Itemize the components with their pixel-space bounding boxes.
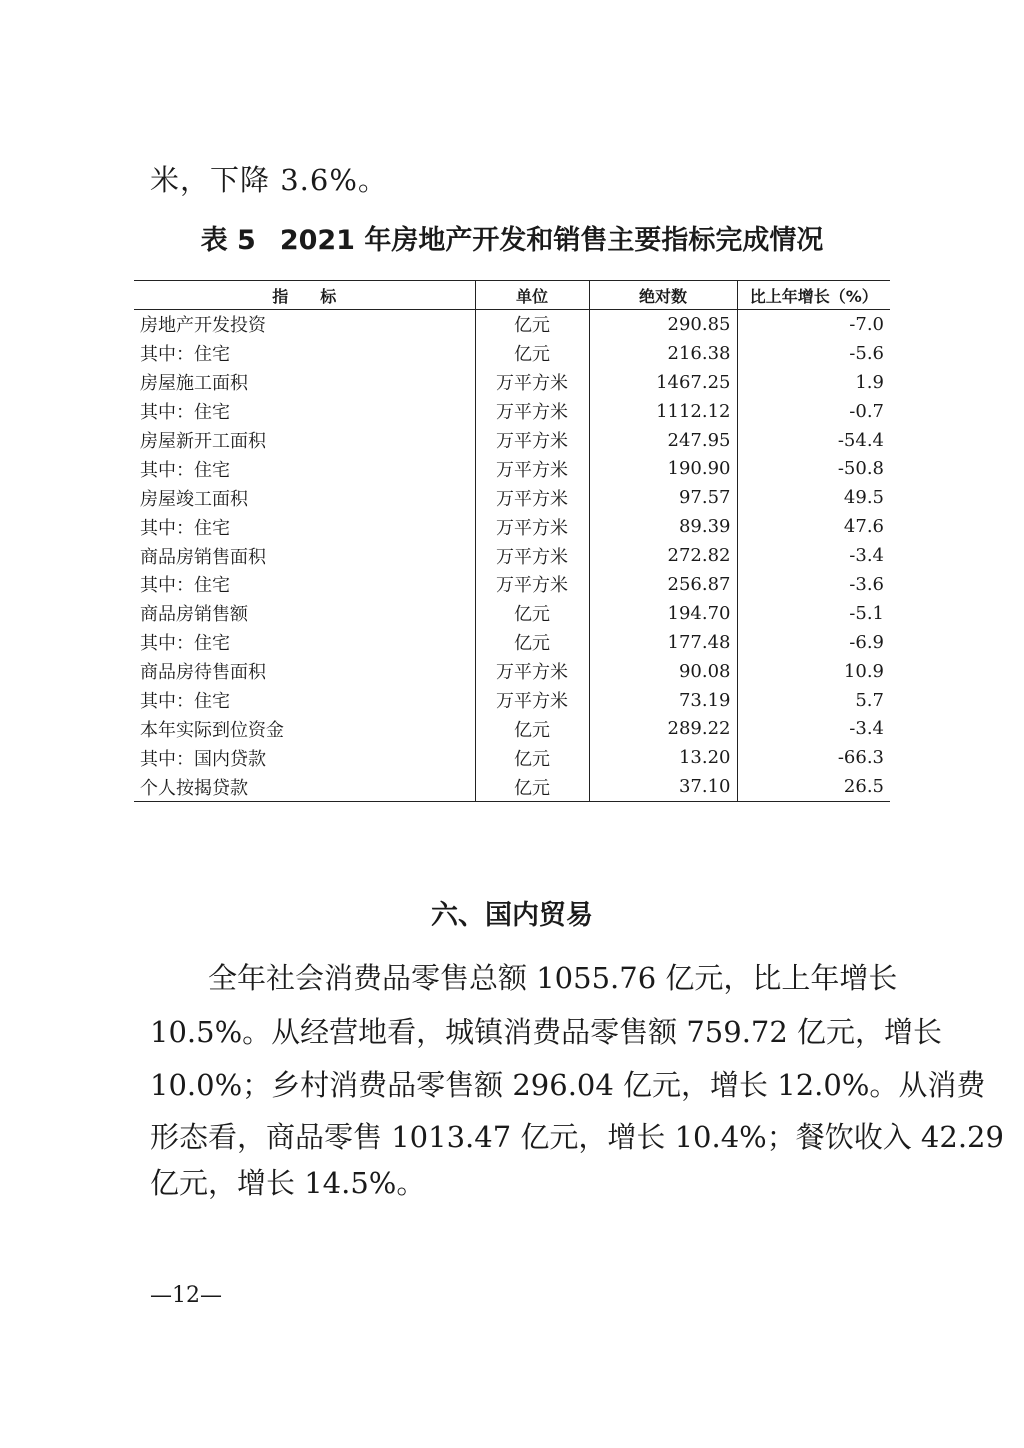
row-growth: -5.1	[737, 599, 890, 628]
row-unit: 万平方米	[475, 541, 589, 570]
row-growth: -3.4	[737, 541, 890, 570]
row-growth: 26.5	[737, 772, 890, 801]
row-indicator: 房地产开发投资	[140, 315, 266, 337]
row-absolute: 247.95	[589, 426, 737, 455]
row-absolute: 97.57	[589, 483, 737, 512]
table-title-text: 2021 年房地产开发和销售主要指标完成情况	[279, 225, 824, 256]
section-heading: 六、国内贸易	[431, 900, 593, 931]
row-unit: 亿元	[475, 339, 589, 368]
table-row	[134, 628, 890, 657]
row-indicator: 商品房销售面积	[140, 546, 266, 568]
row-indicator: 本年实际到位资金	[140, 719, 284, 741]
page-number: —12—	[150, 1283, 222, 1308]
row-unit: 万平方米	[475, 483, 589, 512]
row-indicator: 其中：国内贷款	[140, 748, 266, 770]
row-indicator: 商品房待售面积	[140, 662, 266, 684]
row-absolute: 13.20	[589, 743, 737, 772]
table-row	[134, 310, 890, 339]
row-indicator: 其中：住宅	[140, 691, 230, 713]
row-unit: 亿元	[475, 743, 589, 772]
row-growth: -7.0	[737, 310, 890, 339]
row-absolute: 1467.25	[589, 368, 737, 397]
table-row	[134, 454, 890, 483]
row-unit: 万平方米	[475, 657, 589, 686]
row-indicator: 其中：住宅	[140, 633, 230, 655]
row-absolute: 90.08	[589, 657, 737, 686]
table-row	[134, 397, 890, 426]
row-unit: 亿元	[475, 599, 589, 628]
row-absolute: 73.19	[589, 686, 737, 715]
table-row	[134, 368, 890, 397]
header-unit: 单位	[475, 281, 589, 310]
table-row	[134, 512, 890, 541]
table-row	[134, 772, 890, 801]
row-growth: -3.4	[737, 714, 890, 743]
row-unit: 万平方米	[475, 570, 589, 599]
row-growth: -54.4	[737, 426, 890, 455]
row-growth: -66.3	[737, 743, 890, 772]
row-absolute: 289.22	[589, 714, 737, 743]
paragraph-line: 10.5%。从经营地看，城镇消费品零售额 759.72 亿元，增长	[150, 1015, 943, 1049]
row-growth: 1.9	[737, 368, 890, 397]
row-growth: -6.9	[737, 628, 890, 657]
row-absolute: 37.10	[589, 772, 737, 801]
row-indicator: 其中：住宅	[140, 344, 230, 366]
table-label: 表 5	[200, 225, 256, 256]
row-indicator: 其中：住宅	[140, 575, 230, 597]
row-indicator: 其中：住宅	[140, 402, 230, 424]
row-indicator: 其中：住宅	[140, 459, 230, 481]
row-unit: 亿元	[475, 714, 589, 743]
row-absolute: 177.48	[589, 628, 737, 657]
row-unit: 万平方米	[475, 454, 589, 483]
table-row	[134, 599, 890, 628]
row-absolute: 190.90	[589, 454, 737, 483]
row-unit: 亿元	[475, 628, 589, 657]
row-indicator: 房屋新开工面积	[140, 431, 266, 452]
paragraph-line: 10.0%；乡村消费品零售额 296.04 亿元，增长 12.0%。从消费	[150, 1068, 986, 1102]
row-growth: -50.8	[737, 454, 890, 483]
header-indicator: 指 标	[134, 281, 475, 310]
row-absolute: 1112.12	[589, 397, 737, 426]
row-growth: 49.5	[737, 483, 890, 512]
row-absolute: 256.87	[589, 570, 737, 599]
table-row	[134, 483, 890, 512]
row-unit: 万平方米	[475, 686, 589, 715]
row-indicator: 房屋施工面积	[140, 373, 248, 395]
row-absolute: 194.70	[589, 599, 737, 628]
paragraph-line: 全年社会消费品零售总额 1055.76 亿元，比上年增长	[208, 961, 898, 995]
row-indicator: 商品房销售额	[140, 604, 248, 626]
paragraph-line: 亿元，增长 14.5%。	[150, 1166, 426, 1200]
row-absolute: 89.39	[589, 512, 737, 541]
table-row	[134, 541, 890, 570]
row-growth: -5.6	[737, 339, 890, 368]
row-indicator: 其中：住宅	[140, 517, 230, 539]
row-indicator: 房屋竣工面积	[140, 488, 248, 510]
row-growth: -0.7	[737, 397, 890, 426]
row-growth: 10.9	[737, 657, 890, 686]
table-row	[134, 657, 890, 686]
table-header-row	[134, 281, 890, 310]
real-estate-indicators-table	[134, 280, 890, 802]
row-unit: 亿元	[475, 772, 589, 801]
table-row	[134, 714, 890, 743]
paragraph-line: 形态看，商品零售 1013.47 亿元，增长 10.4%；餐饮收入 42.29	[150, 1120, 1004, 1154]
header-growth: 比上年增长（%）	[737, 281, 890, 310]
row-growth: 5.7	[737, 686, 890, 715]
row-unit: 万平方米	[475, 426, 589, 455]
table-row	[134, 339, 890, 368]
row-absolute: 272.82	[589, 541, 737, 570]
row-unit: 万平方米	[475, 397, 589, 426]
row-unit: 万平方米	[475, 512, 589, 541]
carry-over-text: 米，下降 3.6%。	[150, 163, 388, 197]
table-row	[134, 426, 890, 455]
table-row	[134, 686, 890, 715]
row-absolute: 216.38	[589, 339, 737, 368]
row-unit: 万平方米	[475, 368, 589, 397]
row-indicator: 个人按揭贷款	[140, 777, 248, 799]
table-row	[134, 743, 890, 772]
row-unit: 亿元	[475, 310, 589, 339]
table-title	[0, 218, 1024, 264]
row-growth: 47.6	[737, 512, 890, 541]
row-absolute: 290.85	[589, 310, 737, 339]
header-absolute: 绝对数	[589, 281, 737, 310]
table-row	[134, 570, 890, 599]
row-growth: -3.6	[737, 570, 890, 599]
